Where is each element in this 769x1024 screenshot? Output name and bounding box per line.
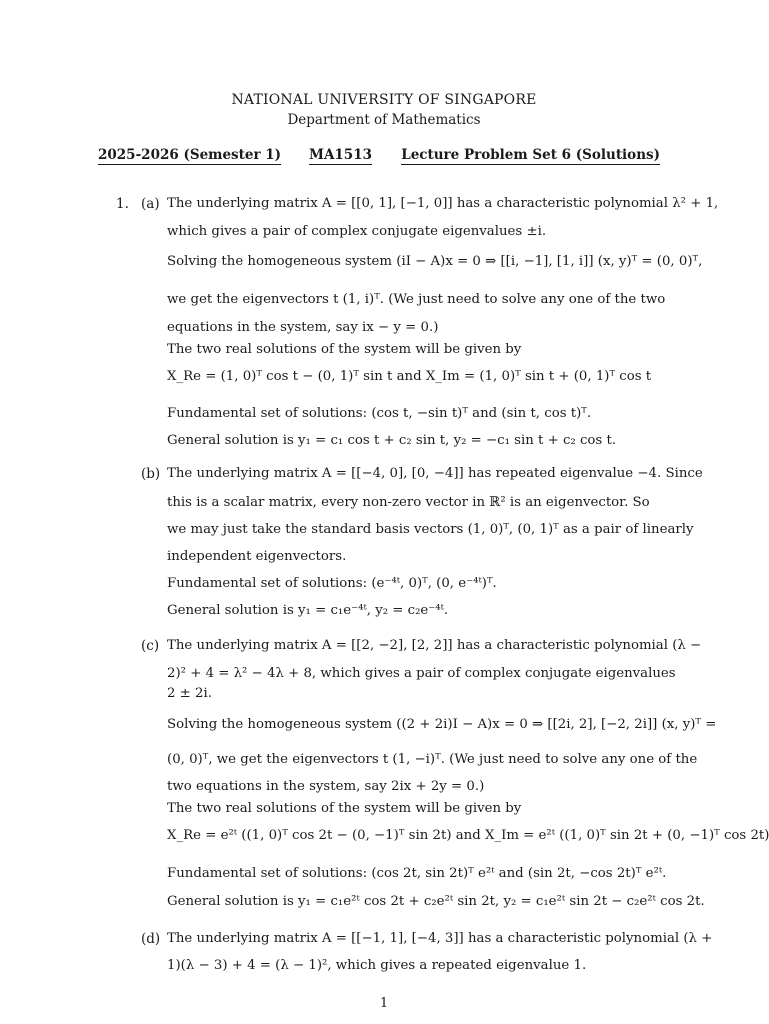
- part-a-line: Fundamental set of solutions: (cos t, −sin t)ᵀ and (sin t, cos t)ᵀ.: [167, 406, 592, 421]
- part-c-line: (0, 0)ᵀ, we get the eigenvectors t (1, −i)ᵀ. (We just need to solve any one of the: [167, 752, 698, 767]
- part-c-line: 2)² + 4 = λ² − 4λ + 8, which gives a pair of complex conjugate eigenvalues: [167, 666, 676, 681]
- part-a-line: Solving the homogeneous system (iI − A)x = 0 ⇒ [[i, −1], [1, i]] (x, y)ᵀ = (0, 0)ᵀ,: [167, 254, 703, 269]
- part-b-line: this is a scalar matrix, every non-zero vector in ℝ² is an eigenvector. So: [167, 495, 650, 510]
- part-a-label: (a): [141, 196, 160, 212]
- part-a-line: The underlying matrix A = [[0, 1], [−1, 0]] has a characteristic polynomial λ² + 1,: [167, 196, 719, 211]
- part-c-line: The two real solutions of the system will be given by: [167, 801, 522, 816]
- part-b-line: we may just take the standard basis vectors (1, 0)ᵀ, (0, 1)ᵀ as a pair of linearly: [167, 522, 694, 537]
- department-name: Department of Mathematics: [287, 112, 481, 128]
- part-b-line: independent eigenvectors.: [167, 549, 347, 564]
- part-b-line: General solution is y₁ = c₁e⁻⁴ᵗ, y₂ = c₂e⁻⁴ᵗ.: [167, 603, 449, 618]
- part-a-line: The two real solutions of the system will be given by: [167, 342, 522, 357]
- part-b-line: Fundamental set of solutions: (e⁻⁴ᵗ, 0)ᵀ, (0, e⁻⁴ᵗ)ᵀ.: [167, 576, 497, 591]
- part-b-line: The underlying matrix A = [[−4, 0], [0, −4]] has repeated eigenvalue −4. Since: [167, 466, 703, 481]
- page-number: 1: [379, 996, 389, 1011]
- part-c-line: Solving the homogeneous system ((2 + 2i)I − A)x = 0 ⇒ [[2i, 2], [−2, 2i]] (x, y)ᵀ =: [167, 717, 717, 732]
- part-d-label: (d): [141, 931, 161, 947]
- part-a-line: we get the eigenvectors t (1, i)ᵀ. (We just need to solve any one of the two: [167, 292, 666, 307]
- course-code: MA1513: [309, 147, 372, 163]
- question-number: 1.: [116, 196, 129, 212]
- part-c-line: Fundamental set of solutions: (cos 2t, sin 2t)ᵀ e²ᵗ and (sin 2t, −cos 2t)ᵀ e²ᵗ.: [167, 866, 667, 881]
- part-c-line: General solution is y₁ = c₁e²ᵗ cos 2t + c₂e²ᵗ sin 2t, y₂ = c₁e²ᵗ sin 2t − c₂e²ᵗ cos 2t.: [167, 894, 705, 909]
- part-a-line: equations in the system, say ix − y = 0.): [167, 320, 439, 335]
- problem-set-title: Lecture Problem Set 6 (Solutions): [401, 147, 660, 163]
- part-a-line: General solution is y₁ = c₁ cos t + c₂ sin t, y₂ = −c₁ sin t + c₂ cos t.: [167, 433, 617, 448]
- part-d-line: 1)(λ − 3) + 4 = (λ − 1)², which gives a repeated eigenvalue 1.: [167, 958, 587, 973]
- university-name: NATIONAL UNIVERSITY OF SINGAPORE: [231, 92, 537, 108]
- part-a-line: X_Re = (1, 0)ᵀ cos t − (0, 1)ᵀ sin t and X_Im = (1, 0)ᵀ sin t + (0, 1)ᵀ cos t: [167, 369, 652, 384]
- part-b-label: (b): [141, 466, 161, 482]
- part-a-line: which gives a pair of complex conjugate eigenvalues ±i.: [167, 224, 547, 239]
- part-d-line: The underlying matrix A = [[−1, 1], [−4, 3]] has a characteristic polynomial (λ +: [167, 931, 713, 946]
- part-c-line: 2 ± 2i.: [167, 686, 212, 701]
- semester-label: 2025-2026 (Semester 1): [98, 147, 282, 163]
- part-c-line: The underlying matrix A = [[2, −2], [2, 2]] has a characteristic polynomial (λ −: [167, 638, 702, 653]
- course-info-row: [98, 147, 660, 169]
- part-c-line: X_Re = e²ᵗ ((1, 0)ᵀ cos 2t − (0, −1)ᵀ sin 2t) and X_Im = e²ᵗ ((1, 0)ᵀ sin 2t + (0, −1)ᵀ cos 2t): [167, 828, 769, 843]
- part-c-line: two equations in the system, say 2ix + 2y = 0.): [167, 779, 485, 794]
- part-c-label: (c): [141, 638, 160, 654]
